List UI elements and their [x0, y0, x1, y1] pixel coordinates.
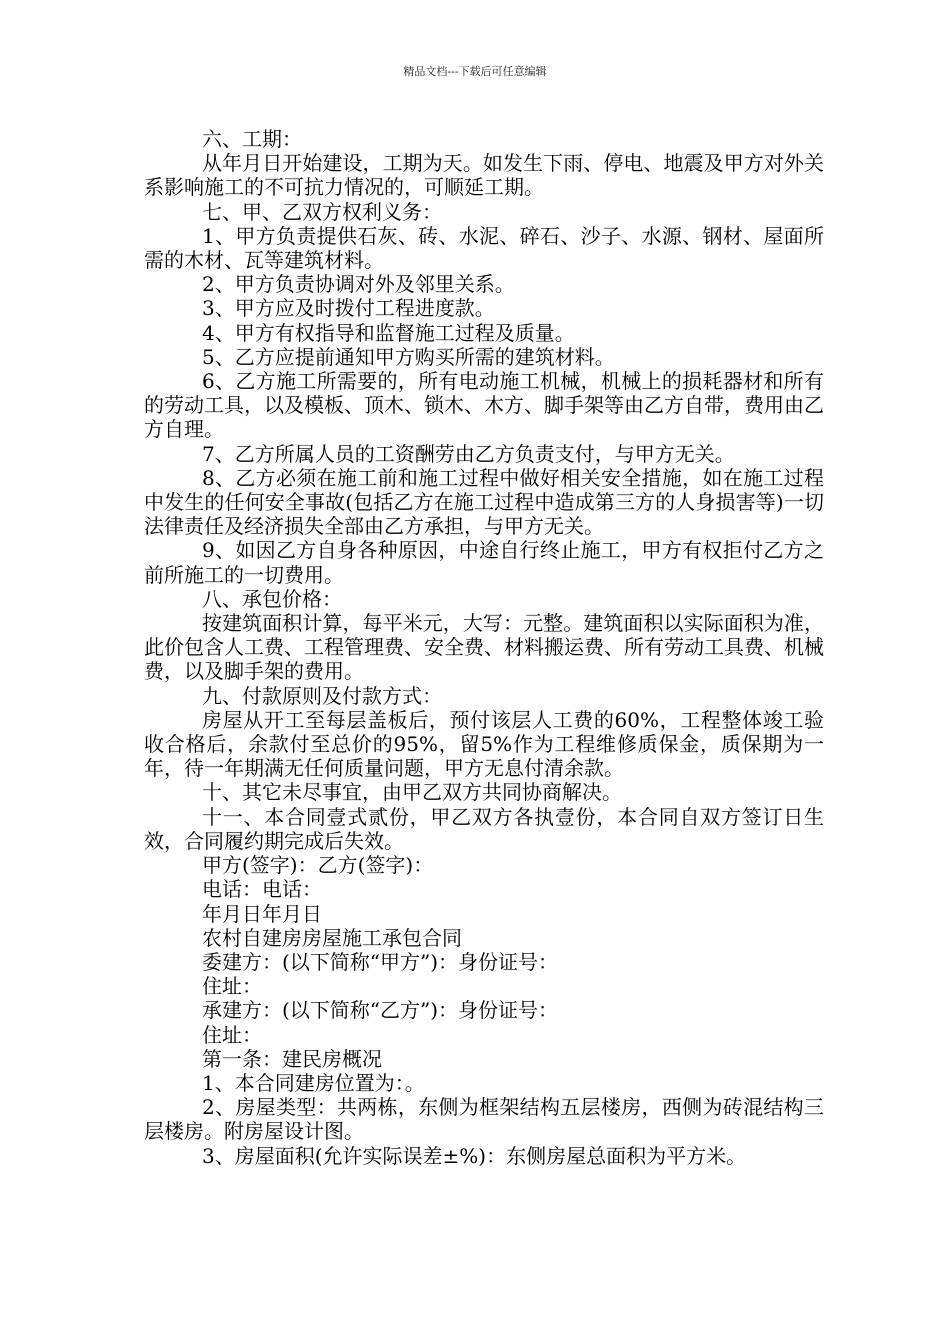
list-item: 4、甲方有权指导和监督施工过程及质量。 — [202, 320, 575, 345]
paragraph: 十、其它未尽事宜，由甲乙双方共同协商解决。 — [202, 780, 622, 805]
paragraph: 房屋从开工至每层盖板后，预付该层人工费的60%，工程整体竣工验收合格后，余款付至总价的95%，留5%作为工程维修质保金，质保期为一年，待一年期满无任何质量问题，甲方无息付清余款。 — [144, 707, 824, 781]
section-heading-contract-price: 八、承包价格： — [202, 586, 342, 611]
list-item: 7、乙方所属人员的工资酬劳由乙方负责支付，与甲方无关。 — [202, 441, 735, 466]
paragraph: 按建筑面积计算，每平米元，大写：元整。建筑面积以实际面积为准，此价包含人工费、工程管理费、安全费、材料搬运费、所有劳动工具费、机械费，以及脚手架的费用。 — [144, 611, 824, 684]
contract-title: 农村自建房房屋施工承包合同 — [202, 925, 462, 950]
date-line: 年月日年月日 — [202, 901, 322, 926]
list-item: 2、房屋类型：共两栋，东侧为框架结构五层楼房，西侧为砖混结构三层楼房。附房屋设计图。 — [144, 1095, 824, 1144]
list-item: 9、如因乙方自身各种原因，中途自行终止施工，甲方有权拒付乙方之前所施工的一切费用。 — [144, 538, 824, 587]
list-item: 8、乙方必须在施工前和施工过程中做好相关安全措施，如在施工过程中发生的任何安全事故(包括乙方在施工过程中造成第三方的人身损害等)一切法律责任及经济损失全部由乙方承担，与甲方无关。 — [144, 465, 824, 539]
list-item: 1、甲方负责提供石灰、砖、水泥、碎石、沙子、水源、钢材、屋面所需的木材、瓦等建筑材料。 — [144, 223, 824, 273]
signature-line: 甲方(签字)：乙方(签字)： — [202, 853, 434, 878]
phone-line: 电话：电话： — [202, 877, 322, 902]
address-line: 住址： — [202, 974, 262, 999]
section-heading-rights-obligations: 七、甲、乙双方权利义务： — [202, 199, 442, 224]
address-line: 住址： — [202, 1022, 262, 1047]
list-item: 5、乙方应提前通知甲方购买所需的建筑材料。 — [202, 344, 615, 369]
document-body — [144, 127, 824, 1168]
list-item: 3、甲方应及时拨付工程进度款。 — [202, 296, 495, 321]
paragraph: 从年月日开始建设，工期为天。如发生下雨、停电、地震及甲方对外关系影响施工的不可抗力情况的，可顺延工期。 — [144, 151, 824, 200]
paragraph: 十一、本合同壹式贰份，甲乙双方各执壹份，本合同自双方签订日生效，合同履约期完成后失效。 — [144, 804, 824, 853]
article-heading: 第一条：建民房概况 — [202, 1046, 382, 1071]
section-heading-schedule: 六、工期： — [202, 127, 302, 151]
list-item: 2、甲方负责协调对外及邻里关系。 — [202, 272, 515, 297]
page-header: 精品文档---下载后可任意编辑 — [403, 65, 547, 78]
party-a-line: 委建方：(以下简称“甲方”)：身份证号： — [202, 949, 559, 974]
section-heading-payment: 九、付款原则及付款方式： — [202, 683, 442, 708]
list-item: 3、房屋面积(允许实际误差±%)：东侧房屋总面积为平方米。 — [202, 1143, 747, 1168]
party-b-line: 承建方：(以下简称“乙方”)：身份证号： — [202, 998, 559, 1023]
list-item: 6、乙方施工所需要的，所有电动施工机械，机械上的损耗器材和所有的劳动工具，以及模板、顶木、锁木、木方、脚手架等由乙方自带，费用由乙方自理。 — [144, 369, 824, 442]
list-item: 1、本合同建房位置为：。 — [202, 1070, 425, 1095]
